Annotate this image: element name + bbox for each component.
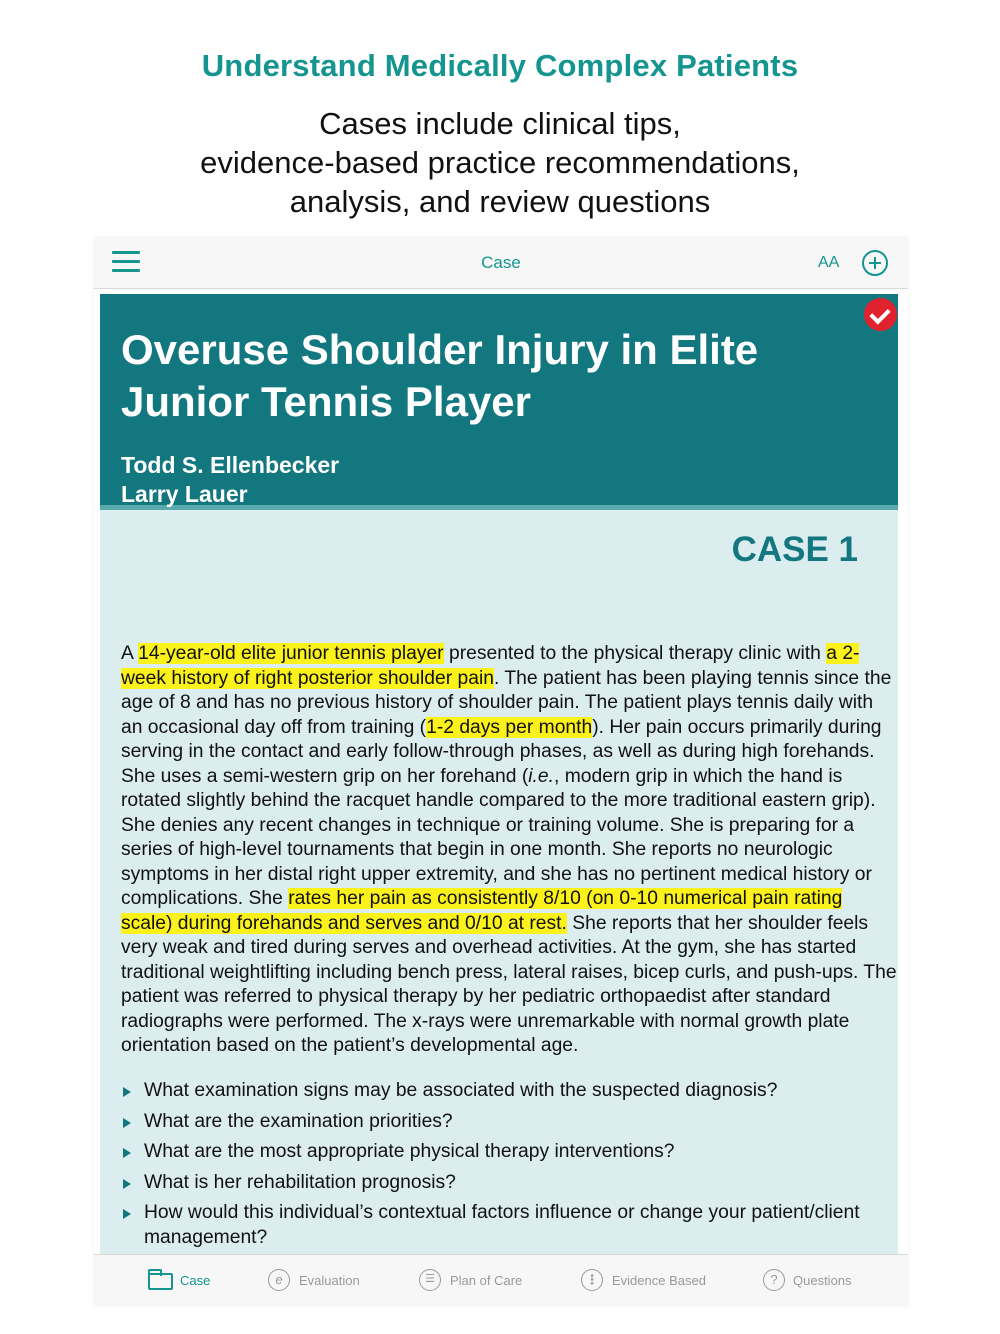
question-item: [121, 1140, 891, 1165]
highlighted-text: rates her pain as consistently 8/10 (on 0-10 numerical pain rating scale) during forehands and serves and 0/10 at rest.: [121, 888, 843, 934]
tab-plan-of-care[interactable]: [419, 1269, 539, 1293]
case-text-segment: She reports that her shoulder feels very weak and tired during serves and overhead activities. At the gym, she has started traditional weightlifting including bench press, lateral raises, bicep curls, and push-ups. The patient was referred to physical therapy by her pediatric orthopaedist after standard radiographs were performed. The x-rays were unremarkable with normal growth plate orientation based on the patient’s developmental age.: [121, 912, 897, 1056]
tab-case[interactable]: [148, 1269, 228, 1293]
case-text-segment: , modern grip in which the hand is rotated slightly behind the racquet handle compared to the more traditional eastern grip). She denies any recent changes in technique or training volume. She is preparing for a series of high-level tournaments that begin in one month. She reports no neurologic symptoms in her distal right upper extremity, and she has no pertinent medical history or complications. She: [121, 765, 876, 909]
tab-evaluation[interactable]: [268, 1269, 378, 1293]
tab-questions[interactable]: [763, 1269, 863, 1293]
case-text-segment: ). Her pain occurs primarily during serving in the contact and early follow-through phases, as well as during high forehands. She uses a semi-western grip on her forehand (: [121, 716, 882, 787]
question-text: What examination signs may be associated with the suspected diagnosis?: [144, 1080, 778, 1101]
case-authors: [121, 451, 339, 509]
tab-label: Questions: [793, 1273, 852, 1288]
triangle-bullet-icon: [123, 1148, 131, 1158]
question-text: What is her rehabilitation prognosis?: [144, 1171, 456, 1193]
question-icon: ?: [763, 1269, 785, 1291]
author-name: Larry Lauer: [121, 481, 248, 507]
case-description: [121, 642, 898, 1059]
question-text: What are the most appropriate physical therapy interventions?: [144, 1141, 675, 1162]
tab-label: Evidence Based: [612, 1273, 706, 1288]
highlighted-text: 1-2 days per month: [426, 716, 593, 738]
tab-evidence-based[interactable]: [581, 1269, 721, 1293]
question-text: How would this individual’s contextual factors influence or change your patient/client management?: [144, 1202, 860, 1248]
font-size-button[interactable]: AA: [818, 254, 840, 271]
question-text: What are the examination priorities?: [144, 1110, 453, 1132]
question-item: [121, 1079, 891, 1104]
list-icon: ☰: [419, 1269, 441, 1291]
question-item: [121, 1171, 891, 1196]
evaluation-e-icon: e: [268, 1269, 290, 1291]
plus-circle-icon[interactable]: [862, 250, 888, 276]
app-screen: [94, 237, 908, 1306]
promo-title: Understand Medically Complex Patients: [201, 48, 799, 83]
highlighted-text: a 2-week history of right posterior shoulder pain: [121, 643, 860, 689]
evidence-icon: ⋮: [581, 1269, 603, 1291]
nav-title: Case: [481, 253, 521, 272]
promo-subtitle-line: evidence-based practice recommendations,: [200, 145, 800, 180]
promo-subtitle-line: Cases include clinical tips,: [319, 106, 681, 141]
highlighted-text: 14-year-old elite junior tennis player: [138, 643, 444, 664]
case-text-segment: i.e.: [528, 765, 554, 787]
tab-label: Evaluation: [299, 1273, 360, 1288]
triangle-bullet-icon: [123, 1209, 131, 1219]
question-item: [121, 1110, 891, 1135]
promo-subtitle-line: analysis, and review questions: [289, 184, 711, 219]
triangle-bullet-icon: [123, 1118, 131, 1128]
case-content[interactable]: [100, 294, 898, 1254]
review-questions: [121, 1079, 891, 1254]
folder-icon: [148, 1273, 173, 1290]
question-item: [121, 1201, 891, 1250]
author-name: Todd S. Ellenbecker: [121, 452, 340, 478]
triangle-bullet-icon: [123, 1179, 131, 1189]
case-number: CASE 1: [731, 530, 858, 569]
case-banner: [100, 294, 898, 510]
promo-subtitle: [0, 104, 1000, 221]
navigation-bar: [94, 237, 908, 289]
checkmark-icon[interactable]: [864, 298, 897, 331]
case-text-segment: presented to the physical therapy clinic with: [443, 643, 827, 664]
bottom-tab-bar: [94, 1254, 908, 1306]
triangle-bullet-icon: [123, 1087, 131, 1097]
case-text-segment: . The patient has been playing tennis since the age of 8 and has no previous history of shoulder pain. The patient plays tennis daily with an occasional day off from training (: [121, 667, 892, 738]
tab-label: Plan of Care: [450, 1273, 523, 1288]
tab-label: Case: [180, 1273, 211, 1288]
case-title: Overuse Shoulder Injury in Elite Junior Tennis Player: [121, 326, 759, 425]
case-text-segment: A: [121, 643, 139, 664]
